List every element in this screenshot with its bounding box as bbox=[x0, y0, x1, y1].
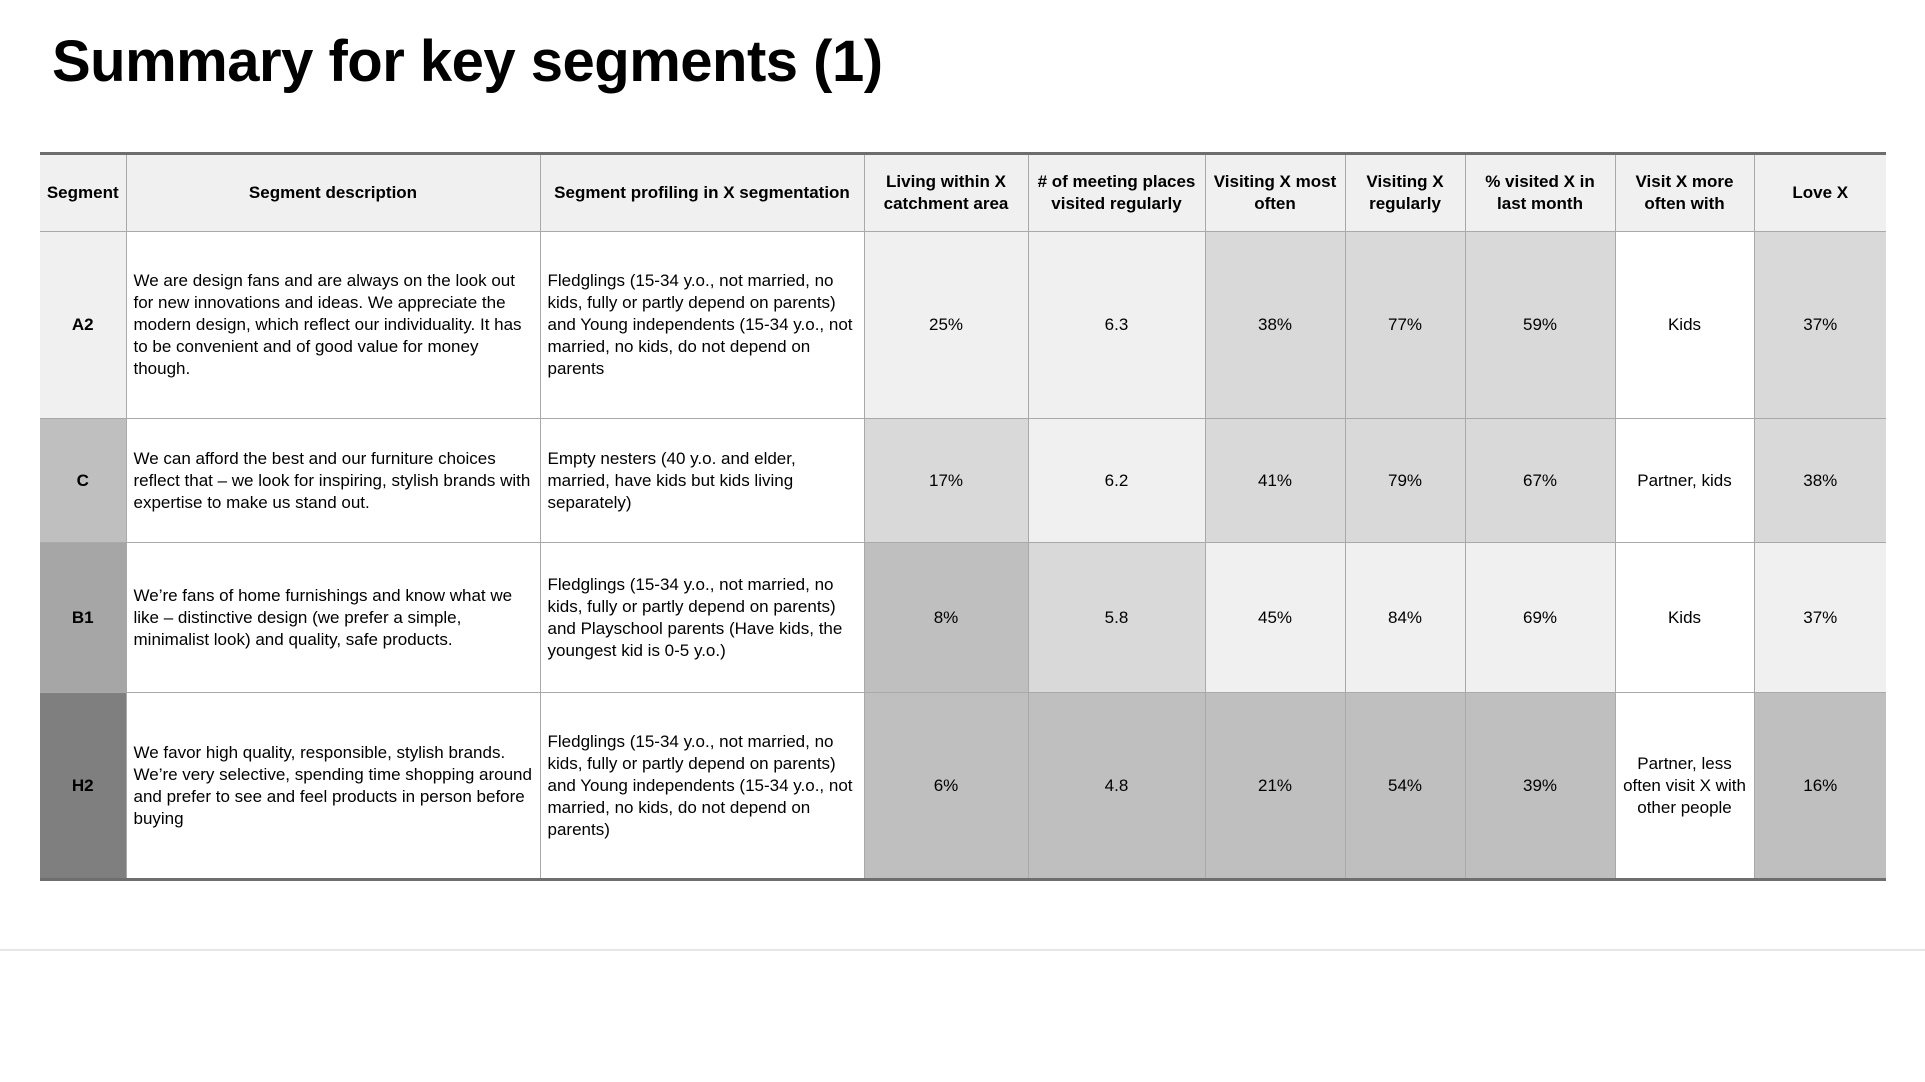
catchment-cell: 17% bbox=[864, 419, 1028, 543]
visit-with-cell: Partner, less often visit X with other people bbox=[1615, 693, 1754, 879]
header-meeting-places: # of meeting places visited regularly bbox=[1028, 155, 1205, 232]
header-catchment: Living within X catchment area bbox=[864, 155, 1028, 232]
regularly-cell: 54% bbox=[1345, 693, 1465, 879]
regularly-cell: 84% bbox=[1345, 543, 1465, 693]
header-segment: Segment bbox=[40, 155, 126, 232]
love-cell: 16% bbox=[1754, 693, 1886, 879]
page-title: Summary for key segments (1) bbox=[52, 29, 883, 94]
segment-cell: H2 bbox=[40, 693, 126, 879]
love-cell: 38% bbox=[1754, 419, 1886, 543]
regularly-cell: 77% bbox=[1345, 232, 1465, 419]
header-row bbox=[40, 155, 1886, 232]
visit-with-cell: Kids bbox=[1615, 232, 1754, 419]
segment-summary-table-wrapper bbox=[40, 152, 1886, 881]
header-profiling: Segment profiling in X segmentation bbox=[540, 155, 864, 232]
header-love: Love X bbox=[1754, 155, 1886, 232]
visit-with-cell: Partner, kids bbox=[1615, 419, 1754, 543]
most-often-cell: 21% bbox=[1205, 693, 1345, 879]
last-month-cell: 69% bbox=[1465, 543, 1615, 693]
last-month-cell: 67% bbox=[1465, 419, 1615, 543]
profiling-cell: Fledglings (15-34 y.o., not married, no kids, fully or partly depend on parents) and Young independents (15-34 y.o., not married, no kids, do not depend on parents) bbox=[540, 693, 864, 879]
description-cell: We can afford the best and our furniture choices reflect that – we look for inspiring, stylish brands with expertise to make us stand out. bbox=[126, 419, 540, 543]
table-row bbox=[40, 232, 1886, 419]
last-month-cell: 59% bbox=[1465, 232, 1615, 419]
description-cell: We favor high quality, responsible, stylish brands. We’re very selective, spending time shopping around and prefer to see and feel products in person before buying bbox=[126, 693, 540, 879]
table-row bbox=[40, 693, 1886, 879]
segment-cell: A2 bbox=[40, 232, 126, 419]
catchment-cell: 6% bbox=[864, 693, 1028, 879]
footer-divider bbox=[0, 949, 1925, 951]
segment-summary-table bbox=[40, 155, 1886, 878]
header-last-month: % visited X in last month bbox=[1465, 155, 1615, 232]
catchment-cell: 8% bbox=[864, 543, 1028, 693]
catchment-cell: 25% bbox=[864, 232, 1028, 419]
meeting-places-cell: 6.3 bbox=[1028, 232, 1205, 419]
profiling-cell: Fledglings (15-34 y.o., not married, no kids, fully or partly depend on parents) and Young independents (15-34 y.o., not married, no kids, do not depend on parents bbox=[540, 232, 864, 419]
header-most-often: Visiting X most often bbox=[1205, 155, 1345, 232]
most-often-cell: 41% bbox=[1205, 419, 1345, 543]
profiling-cell: Fledglings (15-34 y.o., not married, no kids, fully or partly depend on parents) and Playschool parents (Have kids, the youngest kid is 0-5 y.o.) bbox=[540, 543, 864, 693]
most-often-cell: 45% bbox=[1205, 543, 1345, 693]
header-visit-with: Visit X more often with bbox=[1615, 155, 1754, 232]
meeting-places-cell: 4.8 bbox=[1028, 693, 1205, 879]
love-cell: 37% bbox=[1754, 543, 1886, 693]
profiling-cell: Empty nesters (40 y.o. and elder, married, have kids but kids living separately) bbox=[540, 419, 864, 543]
description-cell: We’re fans of home furnishings and know what we like – distinctive design (we prefer a simple, minimalist look) and quality, safe products. bbox=[126, 543, 540, 693]
most-often-cell: 38% bbox=[1205, 232, 1345, 419]
meeting-places-cell: 5.8 bbox=[1028, 543, 1205, 693]
header-description: Segment description bbox=[126, 155, 540, 232]
last-month-cell: 39% bbox=[1465, 693, 1615, 879]
description-cell: We are design fans and are always on the look out for new innovations and ideas. We appreciate the modern design, which reflect our individuality. It has to be convenient and of good value for money though. bbox=[126, 232, 540, 419]
table-row bbox=[40, 419, 1886, 543]
table-row bbox=[40, 543, 1886, 693]
meeting-places-cell: 6.2 bbox=[1028, 419, 1205, 543]
segment-cell: C bbox=[40, 419, 126, 543]
love-cell: 37% bbox=[1754, 232, 1886, 419]
segment-cell: B1 bbox=[40, 543, 126, 693]
regularly-cell: 79% bbox=[1345, 419, 1465, 543]
header-regularly: Visiting X regularly bbox=[1345, 155, 1465, 232]
visit-with-cell: Kids bbox=[1615, 543, 1754, 693]
